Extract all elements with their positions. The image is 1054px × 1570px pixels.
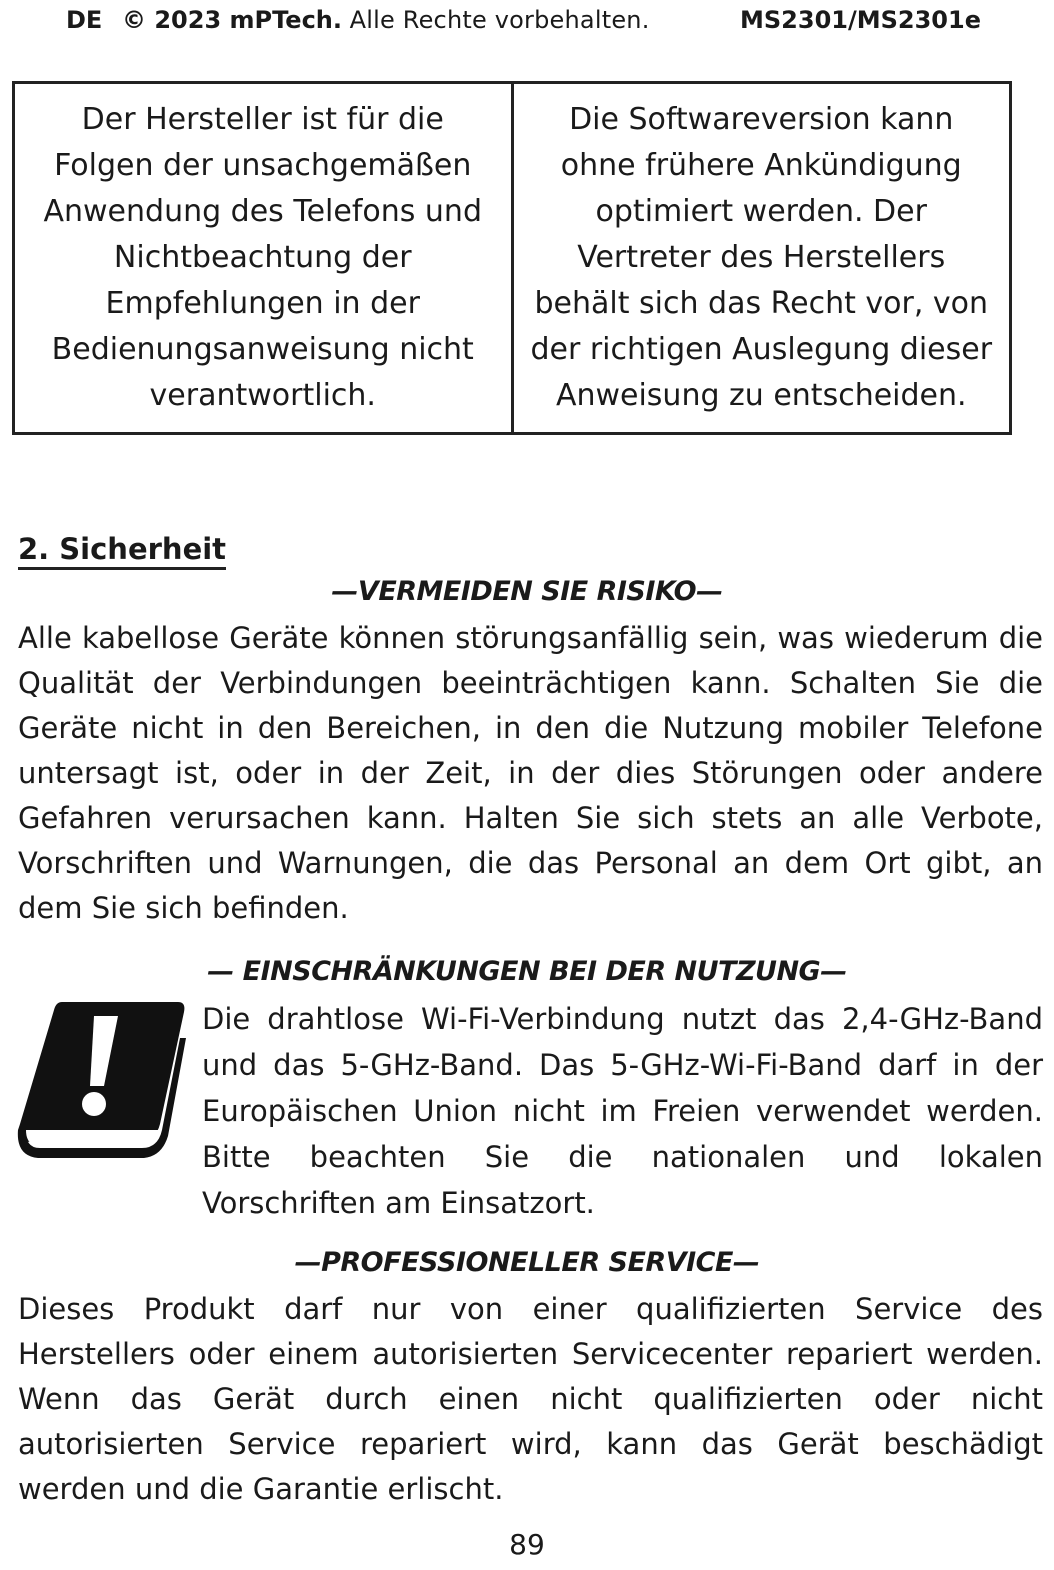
- page-header: [0, 6, 1054, 40]
- paragraph-risk: Alle kabellose Geräte können störungsanfällig sein, was wiederum die Qualität der Verbindungen beeinträchtigen kann. Schalten Sie die Geräte nicht in den Bereichen, in den die Nutzung mobiler Telefone untersagt ist, oder in der Zeit, in der dies Störungen oder andere Gefahren verursachen kann. Halten Sie sich stets an alle Verbote, Vorschriften und Warnungen, die das Personal an dem Ort gibt, an dem Sie sich befinden.: [18, 621, 1043, 925]
- copyright-rest: Alle Rechte vorbehalten.: [349, 6, 650, 34]
- copyright-owner: © 2023 mPTech.: [122, 6, 342, 34]
- paragraph-service: Dieses Produkt darf nur von einer qualifizierten Service des Herstellers oder einem autorisierten Servicecenter repariert werden. Wenn das Gerät durch einen nicht qualifizierten oder nicht autorisierten Service repariert wird, kann das Gerät beschädigt werden und die Garantie erlischt.: [18, 1292, 1043, 1506]
- notice-left: Der Hersteller ist für die Folgen der unsachgemäßen Anwendung des Telefons und Nichtbeachtung der Empfehlungen in der Bedienungsanweisung nicht verantwortlich.: [43, 102, 482, 413]
- notice-right: Die Softwareversion kann ohne frühere Ankündigung optimiert werden. Der Vertreter des Herstellers behält sich das Recht vor, von der richtigen Auslegung dieser Anweisung zu entscheiden.: [511, 84, 1010, 432]
- language-code: DE: [66, 6, 103, 34]
- section-title: 2. Sicherheit: [18, 531, 226, 570]
- heading-risk: —VERMEIDEN SIE RISIKO—: [331, 576, 723, 607]
- paragraph-restrictions-wrap: [18, 996, 1043, 1226]
- model-number: MS2301/MS2301e: [740, 6, 981, 34]
- heading-restrictions: — EINSCHRÄNKUNGEN BEI DER NUTZUNG—: [207, 956, 847, 987]
- copyright-line: [122, 6, 650, 34]
- heading-service: —PROFESSIONELLER SERVICE—: [294, 1247, 760, 1278]
- paragraph-restrictions: Die drahtlose Wi-Fi-Verbindung nutzt das 2,4-GHz-Band und das 5-GHz-Band. Das 5-GHz-Wi-Fi-Band darf in der Europäischen Union nicht im Freien verwendet werden. Bitte beachten Sie die nationalen und lokalen Vorschriften am Einsatzort.: [202, 1002, 1043, 1220]
- page-number: 89: [509, 1528, 545, 1561]
- notice-table: [12, 81, 1012, 435]
